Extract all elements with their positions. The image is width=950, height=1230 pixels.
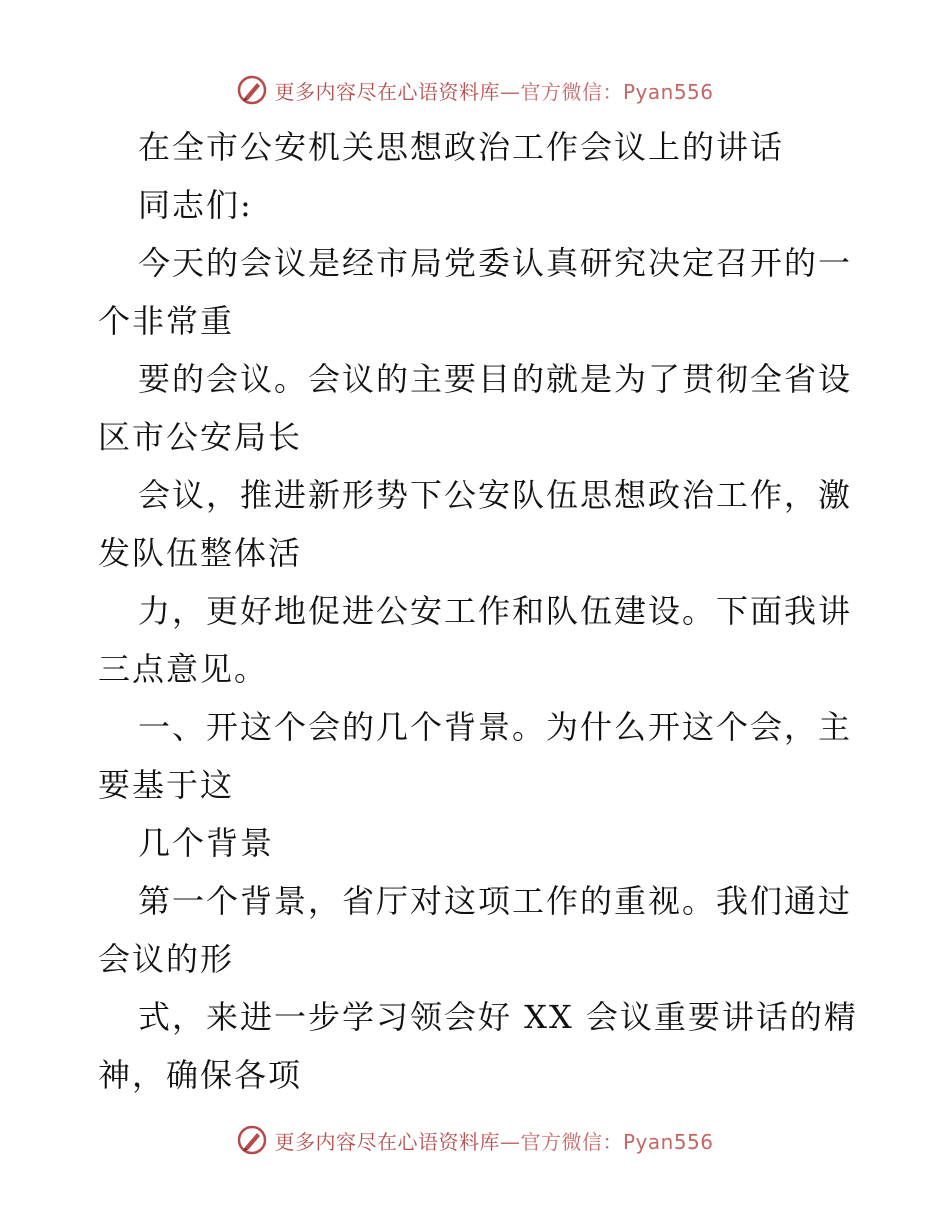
paragraph-line: 同志们: xyxy=(138,186,253,224)
paragraph-line: 三点意见。 xyxy=(98,650,269,688)
pen-logo-icon xyxy=(236,1124,268,1156)
paragraph-line: 第一个背景，省厅对这项工作的重视。我们通过 xyxy=(138,882,853,920)
paragraph-line: 一、开这个会的几个背景。为什么开这个会，主 xyxy=(138,708,853,746)
paragraph-line: 今天的会议是经市局党委认真研究决定召开的一 xyxy=(138,244,853,282)
paragraph-line: 式，来进一步学习领会好 XX 会议重要讲话的精 xyxy=(138,998,858,1036)
paragraph-line: 会议，推进新形势下公安队伍思想政治工作，激 xyxy=(138,476,853,514)
pen-logo-icon xyxy=(236,74,268,106)
watermark-text: 更多内容尽在心语资料库—官方微信：Pyan556 xyxy=(274,79,714,104)
paragraph-line: 要基于这 xyxy=(98,766,235,804)
paragraph-line: 区市公安局长 xyxy=(98,418,303,456)
header-watermark xyxy=(0,70,950,110)
paragraph-line: 发队伍整体活 xyxy=(98,534,303,572)
paragraph-line: 力，更好地促进公安工作和队伍建设。下面我讲 xyxy=(138,592,853,630)
document-title: 在全市公安机关思想政治工作会议上的讲话 xyxy=(138,128,785,166)
paragraph-line: 个非常重 xyxy=(98,302,235,340)
paragraph-line: 要的会议。会议的主要目的就是为了贯彻全省设 xyxy=(138,360,853,398)
paragraph-line: 会议的形 xyxy=(98,940,235,978)
document-body xyxy=(98,118,858,1104)
footer-watermark xyxy=(0,1120,950,1160)
paragraph-line: 几个背景 xyxy=(138,824,275,862)
paragraph-line: 神，确保各项 xyxy=(98,1056,303,1094)
watermark-text: 更多内容尽在心语资料库—官方微信：Pyan556 xyxy=(274,1129,714,1154)
